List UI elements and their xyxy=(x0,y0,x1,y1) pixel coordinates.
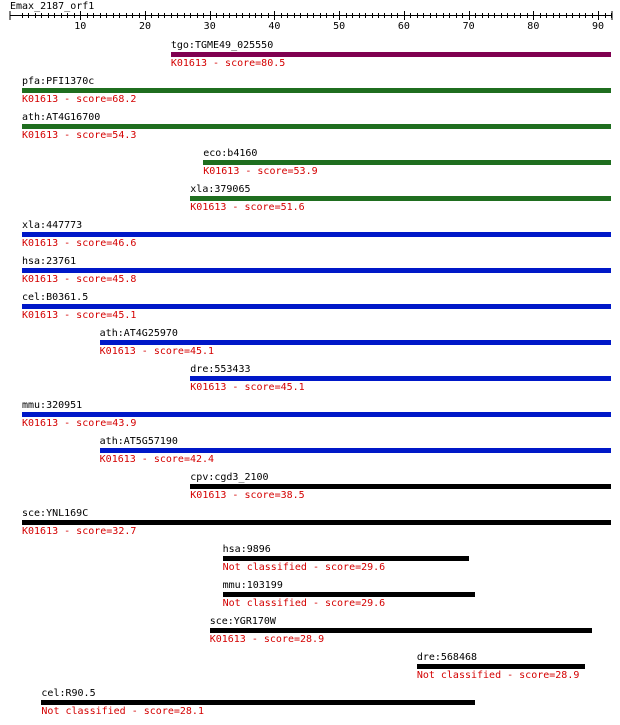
hit-alignment-bar[interactable] xyxy=(203,160,611,165)
hit-alignment-bar[interactable] xyxy=(223,592,475,597)
hit-alignment-bar[interactable] xyxy=(22,88,611,93)
ruler-tick-label: 80 xyxy=(527,21,540,32)
hit-gene-label[interactable]: ath:AT4G16700 xyxy=(22,112,101,123)
hit-gene-label[interactable]: hsa:9896 xyxy=(222,544,271,555)
hit-alignment-bar[interactable] xyxy=(190,196,611,201)
hit-score-label[interactable]: K01613 - score=42.4 xyxy=(99,454,215,465)
hit-gene-label[interactable]: cel:B0361.5 xyxy=(22,292,89,303)
hit-alignment-bar[interactable] xyxy=(22,124,611,129)
ruler-tick-label: 30 xyxy=(203,21,216,32)
hit-alignment-bar[interactable] xyxy=(223,556,469,561)
hit-gene-label[interactable]: mmu:320951 xyxy=(22,400,83,411)
hit-gene-label[interactable]: cpv:cgd3_2100 xyxy=(190,472,269,483)
hit-gene-label[interactable]: sce:YNL169C xyxy=(22,508,89,519)
query-title: Emax_2187_orf1 xyxy=(10,1,95,12)
hit-gene-label[interactable]: xla:447773 xyxy=(22,220,83,231)
hit-score-label[interactable]: K01613 - score=43.9 xyxy=(22,418,137,429)
ruler-tick-label: 40 xyxy=(268,21,281,32)
hit-gene-label[interactable]: dre:568468 xyxy=(416,652,478,663)
hit-score-label[interactable]: K01613 - score=46.6 xyxy=(22,238,137,249)
hit-score-label[interactable]: K01613 - score=51.6 xyxy=(190,202,305,213)
hit-score-label[interactable]: K01613 - score=38.5 xyxy=(190,490,305,501)
hit-gene-label[interactable]: eco:b4160 xyxy=(203,148,258,159)
ruler-tick-label: 90 xyxy=(592,21,605,32)
hit-score-label[interactable]: K01613 - score=80.5 xyxy=(170,58,286,69)
hit-gene-label[interactable]: sce:YGR170W xyxy=(209,616,276,627)
hit-alignment-bar[interactable] xyxy=(190,376,611,381)
hit-alignment-bar[interactable] xyxy=(171,52,611,57)
ruler-tick-label: 50 xyxy=(333,21,346,32)
hit-gene-label[interactable]: ath:AT5G57190 xyxy=(99,436,178,447)
hit-score-label[interactable]: K01613 - score=45.1 xyxy=(22,310,137,321)
ruler-tick-label: 60 xyxy=(397,21,410,32)
hit-score-label[interactable]: K01613 - score=45.1 xyxy=(190,382,305,393)
hit-alignment-bar[interactable] xyxy=(190,484,611,489)
hit-score-label[interactable]: K01613 - score=68.2 xyxy=(22,94,137,105)
hit-alignment-bar[interactable] xyxy=(22,232,611,237)
hit-gene-label[interactable]: dre:553433 xyxy=(190,364,251,375)
hit-gene-label[interactable]: ath:AT4G25970 xyxy=(99,328,178,339)
hit-score-label[interactable]: K01613 - score=28.9 xyxy=(209,634,325,645)
hit-score-label[interactable]: K01613 - score=45.1 xyxy=(99,346,215,357)
hit-alignment-bar[interactable] xyxy=(417,664,585,669)
hit-score-label[interactable]: Not classified - score=28.9 xyxy=(416,670,580,681)
hit-score-label[interactable]: Not classified - score=29.6 xyxy=(222,562,386,573)
hit-gene-label[interactable]: hsa:23761 xyxy=(22,256,77,267)
hit-gene-label[interactable]: pfa:PFI1370c xyxy=(22,76,95,87)
ruler-tick-label: 10 xyxy=(74,21,87,32)
hit-alignment-bar[interactable] xyxy=(22,520,611,525)
hit-score-label[interactable]: K01613 - score=45.8 xyxy=(22,274,137,285)
ruler-tick-label: 70 xyxy=(462,21,475,32)
hit-alignment-bar[interactable] xyxy=(22,304,611,309)
ruler-tick-label: 20 xyxy=(138,21,151,32)
hit-alignment-bar[interactable] xyxy=(41,700,475,705)
hit-alignment-bar[interactable] xyxy=(210,628,592,633)
hit-score-label[interactable]: K01613 - score=53.9 xyxy=(203,166,318,177)
hit-score-label[interactable]: Not classified - score=29.6 xyxy=(222,598,386,609)
hit-alignment-bar[interactable] xyxy=(22,412,611,417)
hit-score-label[interactable]: Not classified - score=28.1 xyxy=(41,706,204,717)
hit-score-label[interactable]: K01613 - score=32.7 xyxy=(22,526,137,537)
hit-gene-label[interactable]: mmu:103199 xyxy=(222,580,283,591)
hit-alignment-bar[interactable] xyxy=(100,448,611,453)
hit-gene-label[interactable]: xla:379065 xyxy=(190,184,251,195)
hit-gene-label[interactable]: tgo:TGME49_025550 xyxy=(170,40,274,51)
hit-alignment-bar[interactable] xyxy=(100,340,611,345)
hit-score-label[interactable]: K01613 - score=54.3 xyxy=(22,130,137,141)
hit-alignment-bar[interactable] xyxy=(22,268,611,273)
hit-gene-label[interactable]: cel:R90.5 xyxy=(41,688,96,699)
